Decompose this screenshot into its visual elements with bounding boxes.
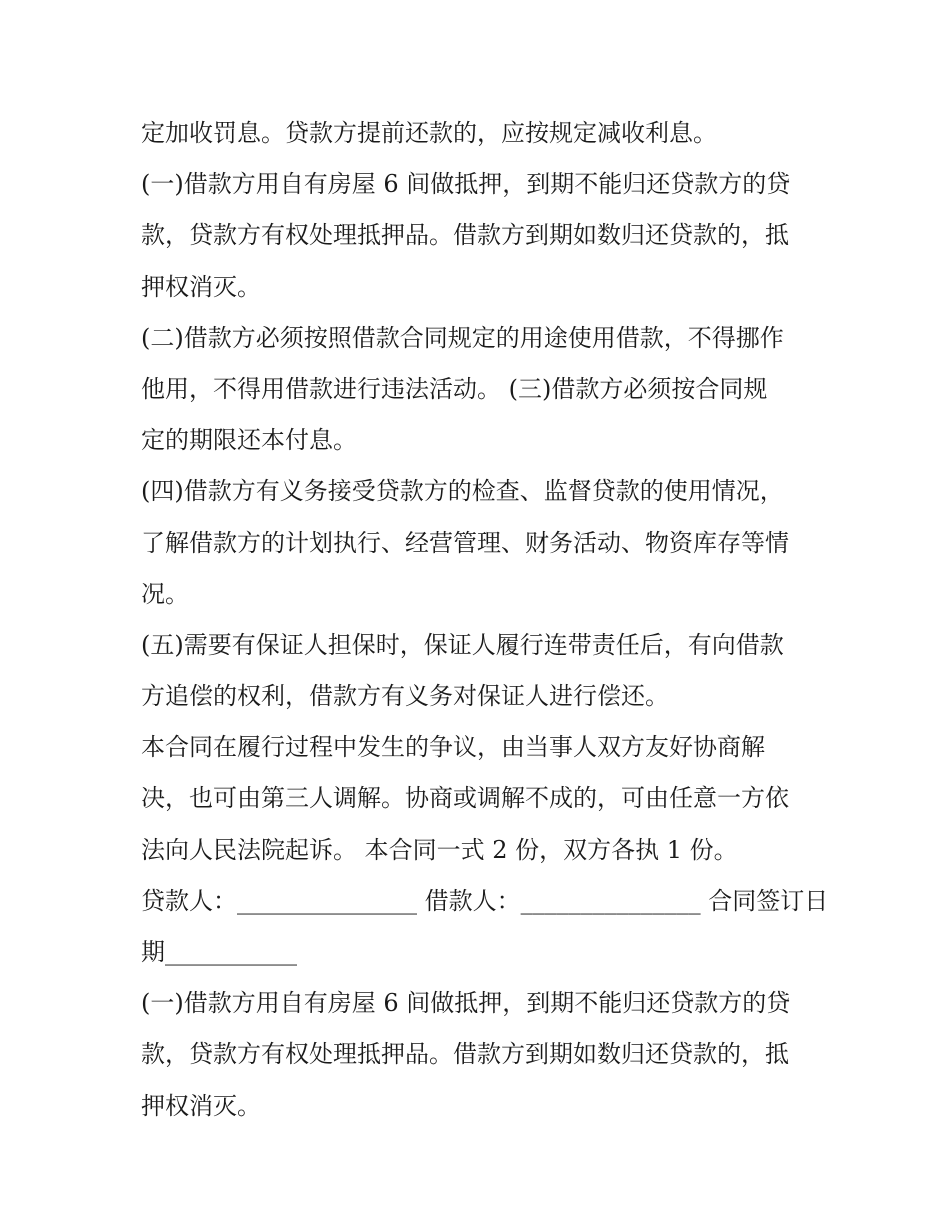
text-line-10: 况。 (141, 579, 189, 608)
text-line-13: 本合同在履行过程中发生的争议，由当事人双方友好协商解 (141, 733, 765, 762)
text-line-11: (五)需要有保证人担保时，保证人履行连带责任后，有向借款 (141, 630, 784, 659)
text-line-5: (二)借款方必须按照借款合同规定的用途使用借款，不得挪作 (141, 323, 784, 352)
text-line-4: 押权消灭。 (141, 272, 261, 301)
text-line-9: 了解借款方的计划执行、经营管理、财务活动、物资库存等情 (141, 528, 789, 557)
text-line-20: 押权消灭。 (141, 1091, 261, 1120)
contract-text (141, 108, 829, 1132)
signature-line: 贷款人：_______________ 借款人：_______________ 合同签订日 (141, 886, 829, 915)
text-line-18: (一)借款方用自有房屋 6 间做抵押，到期不能归还贷款方的贷 (141, 989, 791, 1018)
text-line-8: (四)借款方有义务接受贷款方的检查、监督贷款的使用情况， (141, 477, 784, 506)
text-line-2: (一)借款方用自有房屋 6 间做抵押，到期不能归还贷款方的贷 (141, 170, 791, 199)
text-line-15: 法向人民法院起诉。 本合同一式 2 份，双方各执 1 份。 (141, 835, 738, 864)
text-line-7: 定的期限还本付息。 (141, 426, 357, 455)
signature-date-line: 期___________ (141, 938, 297, 966)
text-line-1: 定加收罚息。贷款方提前还款的，应按规定减收利息。 (141, 119, 717, 147)
text-line-3: 款，贷款方有权处理抵押品。借款方到期如数归还贷款的，抵 (141, 221, 789, 250)
text-line-19: 款，贷款方有权处理抵押品。借款方到期如数归还贷款的，抵 (141, 1040, 789, 1069)
text-line-14: 决，也可由第三人调解。协商或调解不成的，可由任意一方依 (141, 784, 789, 813)
text-line-12: 方追偿的权利，借款方有义务对保证人进行偿还。 (141, 682, 669, 711)
text-line-6: 他用，不得用借款进行违法活动。 (三)借款方必须按合同规 (141, 374, 768, 403)
